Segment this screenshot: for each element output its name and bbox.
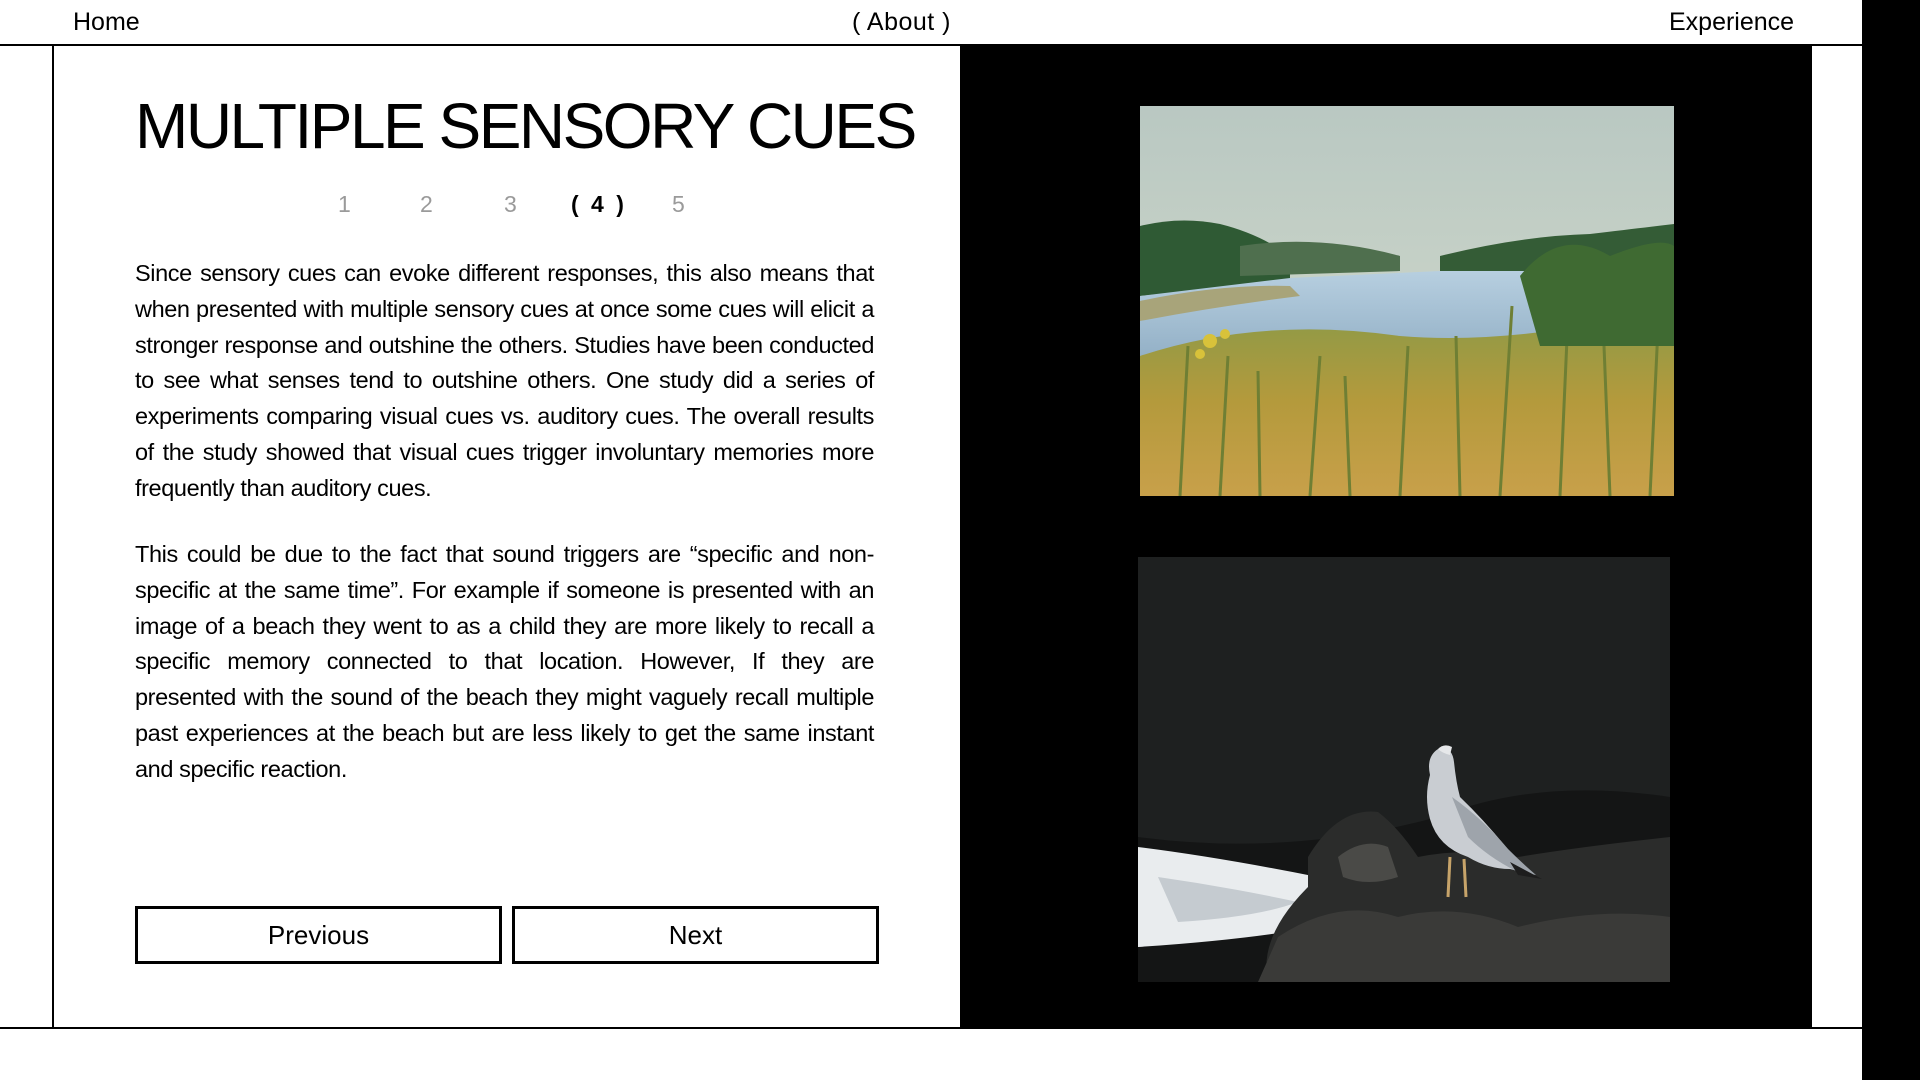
nav-home-link[interactable]: Home: [73, 8, 140, 36]
seagull-on-rocks-image: [1138, 557, 1670, 982]
river-landscape-image: [1140, 106, 1674, 496]
right-divider: [1810, 44, 1812, 1029]
page-title: MULTIPLE SENSORY CUES: [135, 90, 915, 162]
nav-experience-link[interactable]: Experience: [1669, 8, 1795, 36]
page-3-link[interactable]: 3: [504, 191, 517, 217]
previous-button[interactable]: Previous: [135, 906, 502, 964]
page-4-current[interactable]: ( 4 ): [571, 191, 627, 217]
left-divider: [52, 44, 54, 1029]
body-paragraph-2: This could be due to the fact that sound triggers are “specific and non-specific at the same time”. For example if someone is presented with an image of a beach they went to as a child they are more likely to recall a specific memory connected to that location. However, If they are presented with the sound of the beach they might vaguely recall multiple past experiences at the beach but are less likely to get the same instant and specific reaction.: [135, 541, 874, 782]
body-paragraph-1: Since sensory cues can evoke different responses, this also means that when presented with multiple sensory cues at once some cues will elicit a stronger response and outshine the others. Studies have been conducted to see what senses tend to outshine others. One study did a series of experiments comparing visual cues vs. auditory cues. The overall results of the study showed that visual cues trigger involuntary memories more frequently than auditory cues.: [135, 260, 874, 501]
page-2-link[interactable]: 2: [420, 191, 433, 217]
page-1-link[interactable]: 1: [338, 191, 351, 217]
right-edge-bar: [1862, 0, 1920, 1080]
next-button[interactable]: Next: [512, 906, 879, 964]
bottom-divider: [0, 1027, 1862, 1029]
nav-about-link[interactable]: ( About ): [852, 8, 951, 36]
page-5-link[interactable]: 5: [672, 191, 685, 217]
